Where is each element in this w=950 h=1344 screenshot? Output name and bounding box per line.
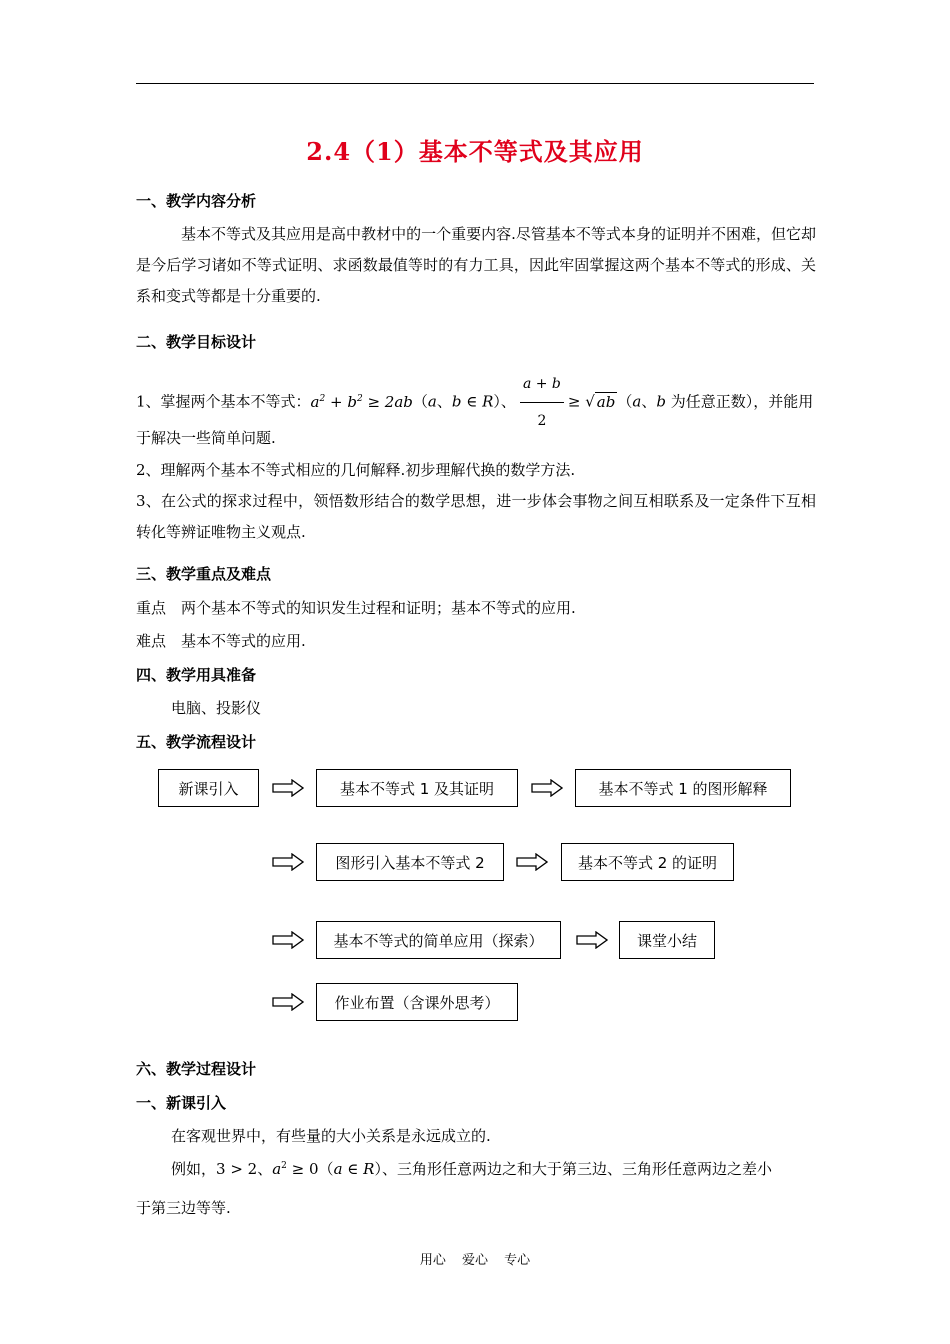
flow-box-simple-application: 基本不等式的简单应用（探索） — [316, 921, 561, 959]
flow-arrow-6 — [576, 931, 608, 949]
goal-1-continued: 于解决一些简单问题. — [136, 429, 276, 447]
flow-arrow-2 — [531, 779, 563, 797]
flow-arrow-5 — [272, 931, 304, 949]
flow-arrow-4 — [516, 853, 548, 871]
header-rule — [136, 83, 814, 84]
intro-text-2-continued: 于第三边等等. — [136, 1199, 231, 1217]
intro-text-2-suffix: 、三角形任意两边之和大于第三边、三角形任意两边之差小 — [381, 1160, 772, 1178]
page-title: 2.4（1）基本不等式及其应用 — [306, 137, 644, 166]
subsection-heading-intro: 一、新课引入 — [136, 1094, 227, 1112]
section-heading-goals: 二、教学目标设计 — [136, 333, 257, 351]
intro-text-1: 在客观世界中，有些量的大小关系是永远成立的. — [171, 1127, 491, 1145]
goal-1-prefix: 1、掌握两个基本不等式： — [136, 392, 311, 411]
section-heading-tools: 四、教学用具准备 — [136, 666, 257, 684]
section-heading-content-analysis: 一、教学内容分析 — [136, 192, 257, 210]
flow-box-summary: 课堂小结 — [619, 921, 715, 959]
goal-1-mid: ）、 — [493, 392, 516, 411]
flow-arrow-3 — [272, 853, 304, 871]
goal-2: 2、理解两个基本不等式相应的几何解释.初步理解代换的数学方法. — [136, 461, 576, 479]
goal-1-suffix: 为任意正数），并能用 — [670, 392, 814, 411]
page-footer: 用心 爱心 专心 — [419, 1253, 531, 1268]
intro-text-2-prefix: 例如， — [171, 1160, 217, 1178]
formula-1: $a^2 + b^2 \ge 2ab$ — [310, 392, 413, 411]
key-point: 重点 两个基本不等式的知识发生过程和证明；基本不等式的应用. — [136, 599, 576, 617]
section-heading-process: 六、教学过程设计 — [136, 1060, 257, 1078]
content-analysis-text: 基本不等式及其应用是高中教材中的一个重要内容.尽管基本不等式本身的证明并不困难，但它却是今后学习诸如不等式证明、求函数最值等时的有力工具，因此牢固掌握这两个基本不等式的形成、关系和变式等都是十分重要的. — [136, 225, 816, 305]
goal-1: 1、掌握两个基本不等式：$a^2 + b^2 \ge 2ab(a$、b ∈ R）、 $\frac{a + b}{2}$ ≥ √ ab （a、b 为任意正数），并能用 — [136, 366, 813, 439]
flow-arrow-7 — [272, 993, 304, 1011]
flow-box-graphic-inequality-2: 图形引入基本不等式 2 — [316, 843, 504, 881]
section-heading-key-points: 三、教学重点及难点 — [136, 565, 272, 583]
goal-3: 3、在公式的探求过程中，领悟数形结合的数学思想，进一步体会事物之间互相联系及一定条件下互相转化等辨证唯物主义观点. — [136, 492, 816, 541]
difficult-point: 难点 基本不等式的应用. — [136, 632, 306, 650]
flow-arrow-1 — [272, 779, 304, 797]
flow-box-inequality-1-proof: 基本不等式 1 及其证明 — [316, 769, 518, 807]
flow-box-intro: 新课引入 — [158, 769, 259, 807]
tools-text: 电脑、投影仪 — [171, 699, 262, 717]
intro-text-2: 例如，3 > 2、$a^2 \ge 0(a$ ∈ R）、三角形任意两边之和大于第三边、三角形任意两边之差小 — [171, 1160, 772, 1178]
formula-2-fraction: $\frac{a + b}{2}$ — [520, 366, 564, 439]
section-heading-flow: 五、教学流程设计 — [136, 733, 257, 751]
flow-box-inequality-1-graphic: 基本不等式 1 的图形解释 — [575, 769, 791, 807]
flow-box-inequality-2-proof: 基本不等式 2 的证明 — [561, 843, 734, 881]
flow-box-homework: 作业布置（含课外思考） — [316, 983, 518, 1021]
